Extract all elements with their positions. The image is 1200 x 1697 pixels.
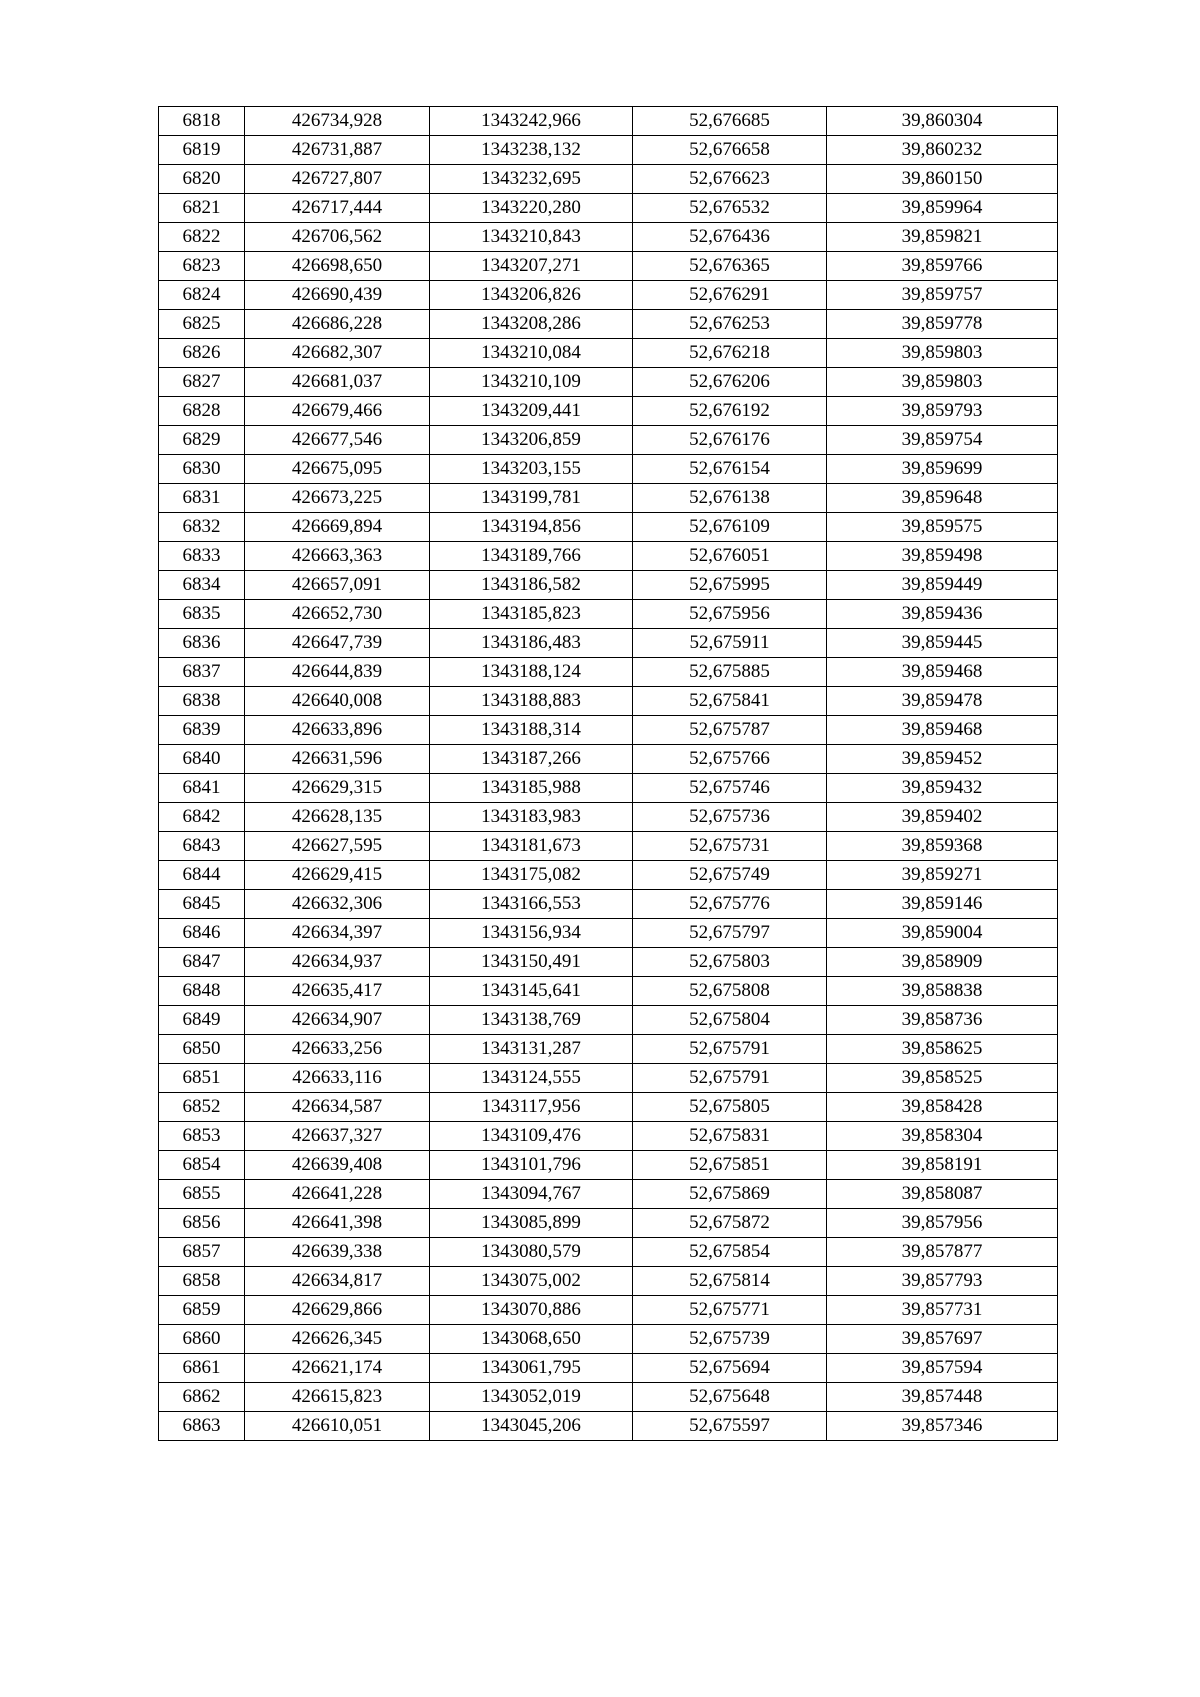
point-number-cell: 6833	[159, 542, 245, 571]
latitude-cell: 52,675808	[633, 977, 827, 1006]
longitude-cell: 39,859575	[827, 513, 1058, 542]
longitude-cell: 39,859766	[827, 252, 1058, 281]
longitude-cell: 39,858191	[827, 1151, 1058, 1180]
longitude-cell: 39,859468	[827, 716, 1058, 745]
x-coordinate-cell: 426628,135	[245, 803, 430, 832]
table-row	[159, 165, 1058, 194]
table-row	[159, 600, 1058, 629]
y-coordinate-cell: 1343188,883	[430, 687, 633, 716]
table-row	[159, 252, 1058, 281]
latitude-cell: 52,675749	[633, 861, 827, 890]
y-coordinate-cell: 1343085,899	[430, 1209, 633, 1238]
x-coordinate-cell: 426669,894	[245, 513, 430, 542]
table-row	[159, 513, 1058, 542]
x-coordinate-cell: 426682,307	[245, 339, 430, 368]
x-coordinate-cell: 426686,228	[245, 310, 430, 339]
y-coordinate-cell: 1343070,886	[430, 1296, 633, 1325]
table-row	[159, 658, 1058, 687]
table-row	[159, 1035, 1058, 1064]
x-coordinate-cell: 426634,907	[245, 1006, 430, 1035]
y-coordinate-cell: 1343166,553	[430, 890, 633, 919]
point-number-cell: 6841	[159, 774, 245, 803]
latitude-cell: 52,675736	[633, 803, 827, 832]
table-row	[159, 1064, 1058, 1093]
point-number-cell: 6827	[159, 368, 245, 397]
latitude-cell: 52,675841	[633, 687, 827, 716]
longitude-cell: 39,859449	[827, 571, 1058, 600]
table-row	[159, 1093, 1058, 1122]
point-number-cell: 6861	[159, 1354, 245, 1383]
point-number-cell: 6855	[159, 1180, 245, 1209]
point-number-cell: 6850	[159, 1035, 245, 1064]
table-row	[159, 1122, 1058, 1151]
y-coordinate-cell: 1343242,966	[430, 107, 633, 136]
table-row	[159, 861, 1058, 890]
table-row	[159, 745, 1058, 774]
point-number-cell: 6836	[159, 629, 245, 658]
table-row	[159, 1354, 1058, 1383]
table-row	[159, 803, 1058, 832]
point-number-cell: 6857	[159, 1238, 245, 1267]
longitude-cell: 39,857877	[827, 1238, 1058, 1267]
table-row	[159, 687, 1058, 716]
y-coordinate-cell: 1343210,109	[430, 368, 633, 397]
y-coordinate-cell: 1343094,767	[430, 1180, 633, 1209]
y-coordinate-cell: 1343220,280	[430, 194, 633, 223]
latitude-cell: 52,676436	[633, 223, 827, 252]
point-number-cell: 6860	[159, 1325, 245, 1354]
x-coordinate-cell: 426633,256	[245, 1035, 430, 1064]
y-coordinate-cell: 1343208,286	[430, 310, 633, 339]
latitude-cell: 52,676154	[633, 455, 827, 484]
longitude-cell: 39,859436	[827, 600, 1058, 629]
y-coordinate-cell: 1343131,287	[430, 1035, 633, 1064]
latitude-cell: 52,675648	[633, 1383, 827, 1412]
longitude-cell: 39,859648	[827, 484, 1058, 513]
x-coordinate-cell: 426679,466	[245, 397, 430, 426]
longitude-cell: 39,858304	[827, 1122, 1058, 1151]
point-number-cell: 6838	[159, 687, 245, 716]
longitude-cell: 39,859803	[827, 339, 1058, 368]
longitude-cell: 39,859964	[827, 194, 1058, 223]
latitude-cell: 52,675911	[633, 629, 827, 658]
point-number-cell: 6856	[159, 1209, 245, 1238]
point-number-cell: 6843	[159, 832, 245, 861]
longitude-cell: 39,859468	[827, 658, 1058, 687]
latitude-cell: 52,675869	[633, 1180, 827, 1209]
y-coordinate-cell: 1343150,491	[430, 948, 633, 977]
x-coordinate-cell: 426634,587	[245, 1093, 430, 1122]
y-coordinate-cell: 1343188,314	[430, 716, 633, 745]
longitude-cell: 39,859432	[827, 774, 1058, 803]
y-coordinate-cell: 1343232,695	[430, 165, 633, 194]
latitude-cell: 52,675791	[633, 1064, 827, 1093]
longitude-cell: 39,859271	[827, 861, 1058, 890]
longitude-cell: 39,859368	[827, 832, 1058, 861]
x-coordinate-cell: 426629,415	[245, 861, 430, 890]
y-coordinate-cell: 1343238,132	[430, 136, 633, 165]
table-row	[159, 1296, 1058, 1325]
y-coordinate-cell: 1343207,271	[430, 252, 633, 281]
latitude-cell: 52,675872	[633, 1209, 827, 1238]
y-coordinate-cell: 1343080,579	[430, 1238, 633, 1267]
x-coordinate-cell: 426681,037	[245, 368, 430, 397]
table-row	[159, 136, 1058, 165]
latitude-cell: 52,675787	[633, 716, 827, 745]
point-number-cell: 6858	[159, 1267, 245, 1296]
x-coordinate-cell: 426631,596	[245, 745, 430, 774]
longitude-cell: 39,859821	[827, 223, 1058, 252]
longitude-cell: 39,860150	[827, 165, 1058, 194]
table-row	[159, 919, 1058, 948]
x-coordinate-cell: 426634,937	[245, 948, 430, 977]
latitude-cell: 52,676253	[633, 310, 827, 339]
y-coordinate-cell: 1343185,823	[430, 600, 633, 629]
table-row	[159, 571, 1058, 600]
longitude-cell: 39,859498	[827, 542, 1058, 571]
y-coordinate-cell: 1343175,082	[430, 861, 633, 890]
latitude-cell: 52,675854	[633, 1238, 827, 1267]
longitude-cell: 39,860232	[827, 136, 1058, 165]
longitude-cell: 39,859146	[827, 890, 1058, 919]
point-number-cell: 6853	[159, 1122, 245, 1151]
x-coordinate-cell: 426731,887	[245, 136, 430, 165]
latitude-cell: 52,676532	[633, 194, 827, 223]
y-coordinate-cell: 1343045,206	[430, 1412, 633, 1441]
table-row	[159, 1267, 1058, 1296]
table-row	[159, 629, 1058, 658]
latitude-cell: 52,676192	[633, 397, 827, 426]
longitude-cell: 39,857346	[827, 1412, 1058, 1441]
latitude-cell: 52,675739	[633, 1325, 827, 1354]
point-number-cell: 6844	[159, 861, 245, 890]
point-number-cell: 6837	[159, 658, 245, 687]
point-number-cell: 6831	[159, 484, 245, 513]
table-row	[159, 310, 1058, 339]
longitude-cell: 39,859803	[827, 368, 1058, 397]
latitude-cell: 52,675694	[633, 1354, 827, 1383]
table-row	[159, 339, 1058, 368]
point-number-cell: 6823	[159, 252, 245, 281]
longitude-cell: 39,858909	[827, 948, 1058, 977]
x-coordinate-cell: 426641,398	[245, 1209, 430, 1238]
x-coordinate-cell: 426706,562	[245, 223, 430, 252]
x-coordinate-cell: 426637,327	[245, 1122, 430, 1151]
point-number-cell: 6863	[159, 1412, 245, 1441]
x-coordinate-cell: 426663,363	[245, 542, 430, 571]
table-row	[159, 1325, 1058, 1354]
x-coordinate-cell: 426634,817	[245, 1267, 430, 1296]
x-coordinate-cell: 426610,051	[245, 1412, 430, 1441]
y-coordinate-cell: 1343203,155	[430, 455, 633, 484]
longitude-cell: 39,858838	[827, 977, 1058, 1006]
coordinates-table-body	[159, 107, 1058, 1441]
x-coordinate-cell: 426647,739	[245, 629, 430, 658]
latitude-cell: 52,675803	[633, 948, 827, 977]
table-row	[159, 832, 1058, 861]
y-coordinate-cell: 1343187,266	[430, 745, 633, 774]
point-number-cell: 6845	[159, 890, 245, 919]
table-row	[159, 1238, 1058, 1267]
table-row	[159, 890, 1058, 919]
point-number-cell: 6818	[159, 107, 245, 136]
longitude-cell: 39,859778	[827, 310, 1058, 339]
x-coordinate-cell: 426641,228	[245, 1180, 430, 1209]
table-row	[159, 948, 1058, 977]
point-number-cell: 6847	[159, 948, 245, 977]
x-coordinate-cell: 426615,823	[245, 1383, 430, 1412]
point-number-cell: 6828	[159, 397, 245, 426]
y-coordinate-cell: 1343209,441	[430, 397, 633, 426]
point-number-cell: 6848	[159, 977, 245, 1006]
latitude-cell: 52,676291	[633, 281, 827, 310]
point-number-cell: 6834	[159, 571, 245, 600]
longitude-cell: 39,858625	[827, 1035, 1058, 1064]
latitude-cell: 52,676109	[633, 513, 827, 542]
latitude-cell: 52,675995	[633, 571, 827, 600]
longitude-cell: 39,857697	[827, 1325, 1058, 1354]
x-coordinate-cell: 426717,444	[245, 194, 430, 223]
point-number-cell: 6830	[159, 455, 245, 484]
latitude-cell: 52,675597	[633, 1412, 827, 1441]
x-coordinate-cell: 426621,174	[245, 1354, 430, 1383]
table-row	[159, 977, 1058, 1006]
y-coordinate-cell: 1343189,766	[430, 542, 633, 571]
table-row	[159, 455, 1058, 484]
y-coordinate-cell: 1343210,084	[430, 339, 633, 368]
longitude-cell: 39,859445	[827, 629, 1058, 658]
y-coordinate-cell: 1343199,781	[430, 484, 633, 513]
y-coordinate-cell: 1343194,856	[430, 513, 633, 542]
point-number-cell: 6842	[159, 803, 245, 832]
latitude-cell: 52,676218	[633, 339, 827, 368]
table-row	[159, 542, 1058, 571]
longitude-cell: 39,859699	[827, 455, 1058, 484]
longitude-cell: 39,858736	[827, 1006, 1058, 1035]
latitude-cell: 52,676365	[633, 252, 827, 281]
latitude-cell: 52,676658	[633, 136, 827, 165]
x-coordinate-cell: 426634,397	[245, 919, 430, 948]
latitude-cell: 52,676685	[633, 107, 827, 136]
table-row	[159, 774, 1058, 803]
longitude-cell: 39,859754	[827, 426, 1058, 455]
table-row	[159, 1180, 1058, 1209]
point-number-cell: 6832	[159, 513, 245, 542]
latitude-cell: 52,675776	[633, 890, 827, 919]
y-coordinate-cell: 1343138,769	[430, 1006, 633, 1035]
point-number-cell: 6820	[159, 165, 245, 194]
table-row	[159, 281, 1058, 310]
point-number-cell: 6825	[159, 310, 245, 339]
x-coordinate-cell: 426675,095	[245, 455, 430, 484]
x-coordinate-cell: 426635,417	[245, 977, 430, 1006]
y-coordinate-cell: 1343206,859	[430, 426, 633, 455]
longitude-cell: 39,858087	[827, 1180, 1058, 1209]
table-row	[159, 1006, 1058, 1035]
table-row	[159, 484, 1058, 513]
longitude-cell: 39,859757	[827, 281, 1058, 310]
point-number-cell: 6862	[159, 1383, 245, 1412]
longitude-cell: 39,858428	[827, 1093, 1058, 1122]
latitude-cell: 52,676176	[633, 426, 827, 455]
y-coordinate-cell: 1343181,673	[430, 832, 633, 861]
latitude-cell: 52,675814	[633, 1267, 827, 1296]
longitude-cell: 39,859793	[827, 397, 1058, 426]
table-row	[159, 1412, 1058, 1441]
point-number-cell: 6839	[159, 716, 245, 745]
y-coordinate-cell: 1343145,641	[430, 977, 633, 1006]
table-row	[159, 1151, 1058, 1180]
table-row	[159, 1383, 1058, 1412]
point-number-cell: 6819	[159, 136, 245, 165]
y-coordinate-cell: 1343052,019	[430, 1383, 633, 1412]
y-coordinate-cell: 1343186,582	[430, 571, 633, 600]
latitude-cell: 52,676051	[633, 542, 827, 571]
y-coordinate-cell: 1343210,843	[430, 223, 633, 252]
y-coordinate-cell: 1343061,795	[430, 1354, 633, 1383]
longitude-cell: 39,860304	[827, 107, 1058, 136]
longitude-cell: 39,857956	[827, 1209, 1058, 1238]
point-number-cell: 6826	[159, 339, 245, 368]
y-coordinate-cell: 1343156,934	[430, 919, 633, 948]
table-row	[159, 426, 1058, 455]
table-row	[159, 107, 1058, 136]
point-number-cell: 6849	[159, 1006, 245, 1035]
latitude-cell: 52,675804	[633, 1006, 827, 1035]
latitude-cell: 52,675771	[633, 1296, 827, 1325]
table-row	[159, 223, 1058, 252]
x-coordinate-cell: 426632,306	[245, 890, 430, 919]
latitude-cell: 52,675797	[633, 919, 827, 948]
x-coordinate-cell: 426639,338	[245, 1238, 430, 1267]
latitude-cell: 52,675851	[633, 1151, 827, 1180]
y-coordinate-cell: 1343185,988	[430, 774, 633, 803]
latitude-cell: 52,675766	[633, 745, 827, 774]
y-coordinate-cell: 1343206,826	[430, 281, 633, 310]
point-number-cell: 6829	[159, 426, 245, 455]
point-number-cell: 6854	[159, 1151, 245, 1180]
longitude-cell: 39,857731	[827, 1296, 1058, 1325]
x-coordinate-cell: 426629,866	[245, 1296, 430, 1325]
table-row	[159, 716, 1058, 745]
y-coordinate-cell: 1343068,650	[430, 1325, 633, 1354]
table-row	[159, 1209, 1058, 1238]
point-number-cell: 6846	[159, 919, 245, 948]
longitude-cell: 39,859004	[827, 919, 1058, 948]
longitude-cell: 39,857594	[827, 1354, 1058, 1383]
latitude-cell: 52,675956	[633, 600, 827, 629]
latitude-cell: 52,675831	[633, 1122, 827, 1151]
x-coordinate-cell: 426626,345	[245, 1325, 430, 1354]
x-coordinate-cell: 426727,807	[245, 165, 430, 194]
point-number-cell: 6835	[159, 600, 245, 629]
x-coordinate-cell: 426633,896	[245, 716, 430, 745]
x-coordinate-cell: 426627,595	[245, 832, 430, 861]
x-coordinate-cell: 426677,546	[245, 426, 430, 455]
y-coordinate-cell: 1343075,002	[430, 1267, 633, 1296]
latitude-cell: 52,676623	[633, 165, 827, 194]
latitude-cell: 52,675746	[633, 774, 827, 803]
longitude-cell: 39,859452	[827, 745, 1058, 774]
y-coordinate-cell: 1343117,956	[430, 1093, 633, 1122]
y-coordinate-cell: 1343109,476	[430, 1122, 633, 1151]
y-coordinate-cell: 1343186,483	[430, 629, 633, 658]
latitude-cell: 52,676206	[633, 368, 827, 397]
y-coordinate-cell: 1343188,124	[430, 658, 633, 687]
x-coordinate-cell: 426633,116	[245, 1064, 430, 1093]
x-coordinate-cell: 426673,225	[245, 484, 430, 513]
x-coordinate-cell: 426698,650	[245, 252, 430, 281]
table-row	[159, 368, 1058, 397]
latitude-cell: 52,675805	[633, 1093, 827, 1122]
x-coordinate-cell: 426690,439	[245, 281, 430, 310]
latitude-cell: 52,675885	[633, 658, 827, 687]
x-coordinate-cell: 426629,315	[245, 774, 430, 803]
x-coordinate-cell: 426639,408	[245, 1151, 430, 1180]
longitude-cell: 39,858525	[827, 1064, 1058, 1093]
latitude-cell: 52,675791	[633, 1035, 827, 1064]
x-coordinate-cell: 426652,730	[245, 600, 430, 629]
table-row	[159, 194, 1058, 223]
y-coordinate-cell: 1343124,555	[430, 1064, 633, 1093]
x-coordinate-cell: 426734,928	[245, 107, 430, 136]
table-row	[159, 397, 1058, 426]
x-coordinate-cell: 426640,008	[245, 687, 430, 716]
point-number-cell: 6859	[159, 1296, 245, 1325]
point-number-cell: 6822	[159, 223, 245, 252]
point-number-cell: 6851	[159, 1064, 245, 1093]
y-coordinate-cell: 1343101,796	[430, 1151, 633, 1180]
point-number-cell: 6824	[159, 281, 245, 310]
point-number-cell: 6821	[159, 194, 245, 223]
longitude-cell: 39,859478	[827, 687, 1058, 716]
coordinates-table	[158, 106, 1058, 1441]
longitude-cell: 39,859402	[827, 803, 1058, 832]
latitude-cell: 52,675731	[633, 832, 827, 861]
x-coordinate-cell: 426657,091	[245, 571, 430, 600]
y-coordinate-cell: 1343183,983	[430, 803, 633, 832]
latitude-cell: 52,676138	[633, 484, 827, 513]
point-number-cell: 6840	[159, 745, 245, 774]
longitude-cell: 39,857793	[827, 1267, 1058, 1296]
x-coordinate-cell: 426644,839	[245, 658, 430, 687]
longitude-cell: 39,857448	[827, 1383, 1058, 1412]
point-number-cell: 6852	[159, 1093, 245, 1122]
